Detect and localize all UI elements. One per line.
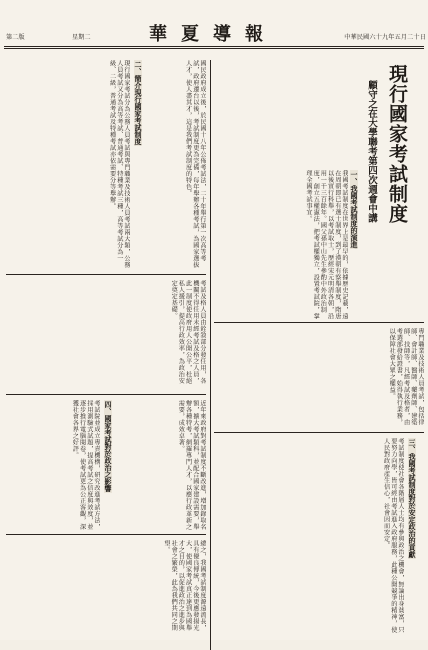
section-heading-4: 四、國家考試對於政治之影響: [104, 401, 113, 492]
body-column: 國民政府成立後，於民國十八年公佈考試法，二十年舉行第一次高等考試，政府遷台以後，考試制度更為完備，每年舉辦各種考試，為國家選拔人才，使人盡其才，這是我們考試制度的特色。: [184, 60, 206, 268]
masthead: 華夏導報: [149, 24, 277, 45]
section-divider: [6, 274, 206, 275]
section-divider: [6, 394, 206, 395]
section-divider: [6, 534, 206, 535]
issue-date: 中華民國六十九年五月二十日: [344, 34, 426, 41]
body-column: 考試及格人員由銓敘部分發任用，各機關不得任用未經考試及格之人員，此一制度使政府用人公開公平，杜絕私人援引，提高行政效率，為政治安定奠定基礎。: [170, 280, 206, 384]
section-divider: [214, 432, 424, 433]
article-subtitle: 顧守之在大學聯考第四次週會中講: [366, 80, 377, 223]
body-column: 考試制度使社會各階層人士均有參與政治之機會，無論出身貧富，只要努力向學，皆可經由考試進入政府服務，此種公開競爭的精神，使人民對政府產生信心，社會因而安定。: [382, 438, 404, 633]
page-number: 第二版: [6, 34, 25, 41]
body-column: 我國考試制度在世界上是最早的，依據歷史記載，遠在周朝即已有選士制度，到了漢朝有察舉制度，隋唐以後實行科舉，以考試取士，歷經宋元明清各朝，沿用一千三百餘年。國父孫中山先生參酌中外政治制度，創立五權憲法，把考試權獨立，設置考試院，掌理全國考試事宜。: [304, 170, 348, 320]
section-heading-1: 一、我國考試制度的演進: [350, 171, 359, 248]
weekday: 星期二: [72, 34, 91, 41]
body-column: 總之，我國考試制度源遠流長，具有優良傳統，今後更應發揚光大，使國家考試真正達到為國舉才之目的，以促進政治之進步與社會之繁榮，此為我們共同之期望。: [162, 540, 206, 631]
section-heading-2: 二、簡介現行國家考試制度: [134, 61, 143, 145]
header-rule-top: [4, 46, 424, 47]
body-column: 專門職業及技術人員考試，包括律師、會計師、醫師、藥劑師、建築師、技師等，凡經考試及格者，由考選部發給證書，始得執行業務，以保障社會大眾之權益。: [388, 328, 424, 426]
body-column: 現行國家考試分為公務人員考試與專門職業及技術人員考試兩大類，公務人員考試又分為高等考試、普通考試、特種考試三種，高等考試分為一級、二級，普通考試及特種考試亦依需要分等舉辦。: [108, 60, 130, 268]
section-divider: [214, 322, 424, 323]
column-divider: [210, 60, 211, 650]
body-column: 考試院並成立專責機構，研究改進考試方法，採用測驗式試題，提高考試之信度與效度，並逐步推行電腦閱卷，使考試更為公正客觀，深獲社會各界之好評。: [71, 400, 100, 530]
article-title: 現行國家考試制度: [386, 64, 408, 224]
header-rule-bottom: [4, 48, 424, 49]
section-heading-3: 三、我國考試制度對於安定政治的貢獻: [408, 439, 417, 558]
body-column: 近年來政府對考試制度不斷改進，增加錄取名額，擴大考試類科，並配合國家建設需要，舉辦各種特考，網羅專門人才，以應行政革新之需要，成效卓著。: [177, 400, 206, 530]
